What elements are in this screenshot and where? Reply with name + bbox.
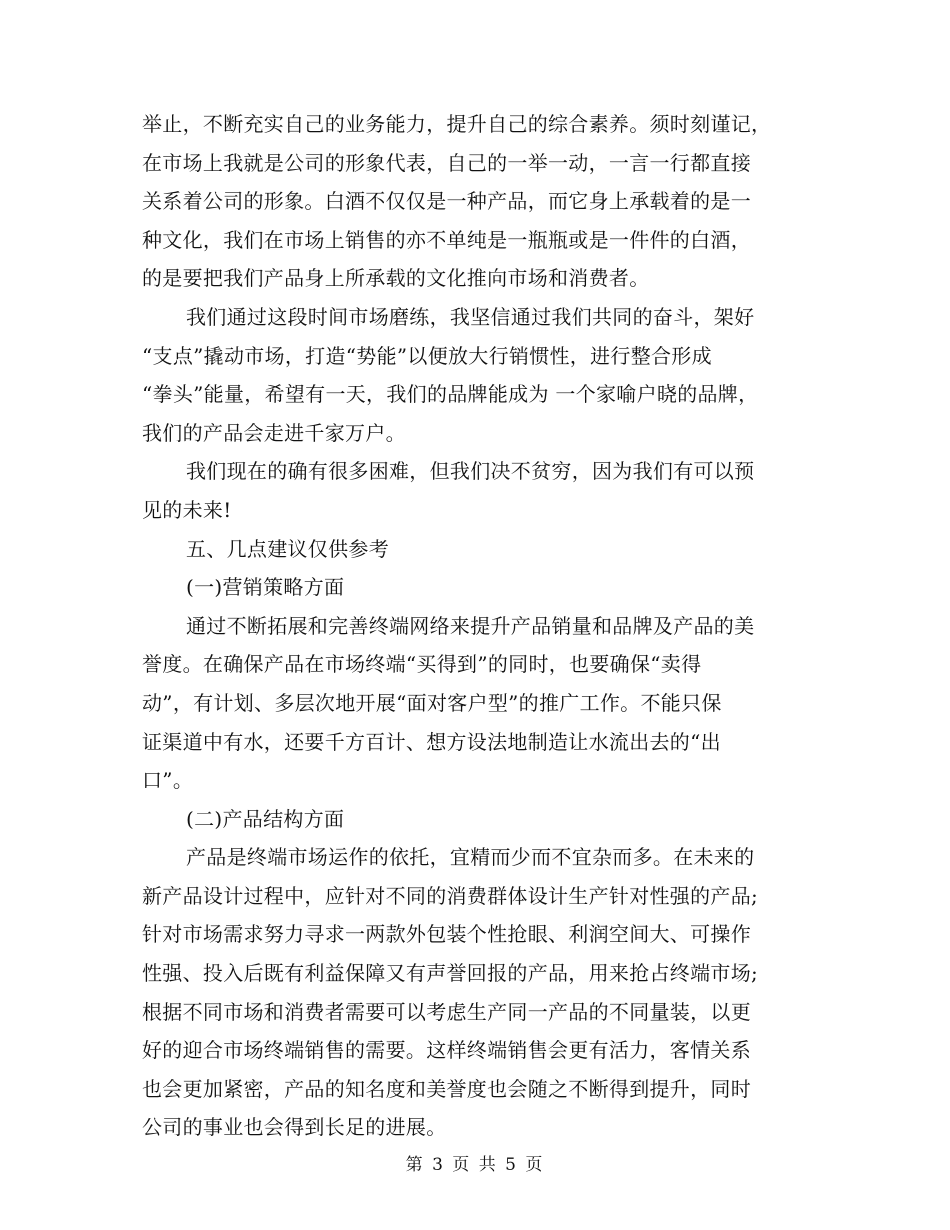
text-line: 举止，不断充实自己的业务能力，提升自己的综合素养。须时刻谨记， xyxy=(142,112,772,136)
text-line: “拳头”能量，希望有一天，我们的品牌能成为 一个家喻户晓的品牌， xyxy=(142,382,759,407)
text-line: 通过不断拓展和完善终端网络来提升产品销量和品牌及产品的美 xyxy=(186,613,755,638)
text-line: 见的未来! xyxy=(142,497,232,522)
text-line: 好的迎合市场终端销售的需要。这样终端销售会更有活力，客情关系 xyxy=(142,1038,751,1063)
text-line: 五、几点建议仅供参考 xyxy=(186,536,389,561)
text-line: 根据不同市场和消费者需要可以考虑生产同一产品的不同量装，以更 xyxy=(142,999,751,1024)
text-line: 动”，有计划、多层次地开展“面对客户型”的推广工作。不能只保 xyxy=(142,690,722,715)
text-line: 关系着公司的形象。白酒不仅仅是一种产品，而它身上承载着的是一 xyxy=(142,189,751,214)
body-text xyxy=(142,105,822,1147)
text-line: 在市场上我就是公司的形象代表，自己的一举一动，一言一行都直接 xyxy=(142,150,751,175)
text-line: “支点”撬动市场，打造“势能”以便放大行销惯性，进行整合形成 xyxy=(142,343,712,368)
text-line: 针对市场需求努力寻求一两款外包装个性抢眼、利润空间大、可操作 xyxy=(142,922,751,947)
text-line: 我们通过这段时间市场磨练，我坚信通过我们共同的奋斗，架好 xyxy=(186,304,755,329)
text-line: 也会更加紧密，产品的知名度和美誉度也会随之不断得到提升，同时 xyxy=(142,1076,751,1101)
text-line: (一)营销策略方面 xyxy=(186,575,345,600)
text-line: 种文化，我们在市场上销售的亦不单纯是一瓶瓶或是一件件的白酒， xyxy=(142,227,751,252)
text-line: 产品是终端市场运作的依托，宜精而少而不宜杂而多。在未来的 xyxy=(186,845,755,870)
text-line: 我们的产品会走进千家万户。 xyxy=(142,420,406,445)
text-line: 新产品设计过程中，应针对不同的消费群体设计生产针对性强的产品; xyxy=(142,883,759,908)
text-line: 证渠道中有水，还要千方百计、想方设法地制造让水流出去的“出 xyxy=(142,729,721,754)
text-line: 我们现在的确有很多困难，但我们决不贫穷，因为我们有可以预 xyxy=(186,459,755,484)
text-line: 誉度。在确保产品在市场终端“买得到”的同时，也要确保“卖得 xyxy=(142,652,702,677)
text-line: (二)产品结构方面 xyxy=(186,806,345,831)
text-line: 口”。 xyxy=(142,768,194,793)
text-line: 性强、投入后既有利益保障又有声誉回报的产品，用来抢占终端市场; xyxy=(142,961,759,986)
text-line: 的是要把我们产品身上所承载的文化推向市场和消费者。 xyxy=(142,266,650,291)
page-footer: 第 3 页 共 5 页 xyxy=(405,1155,545,1175)
text-line: 公司的事业也会得到长足的进展。 xyxy=(142,1115,447,1140)
